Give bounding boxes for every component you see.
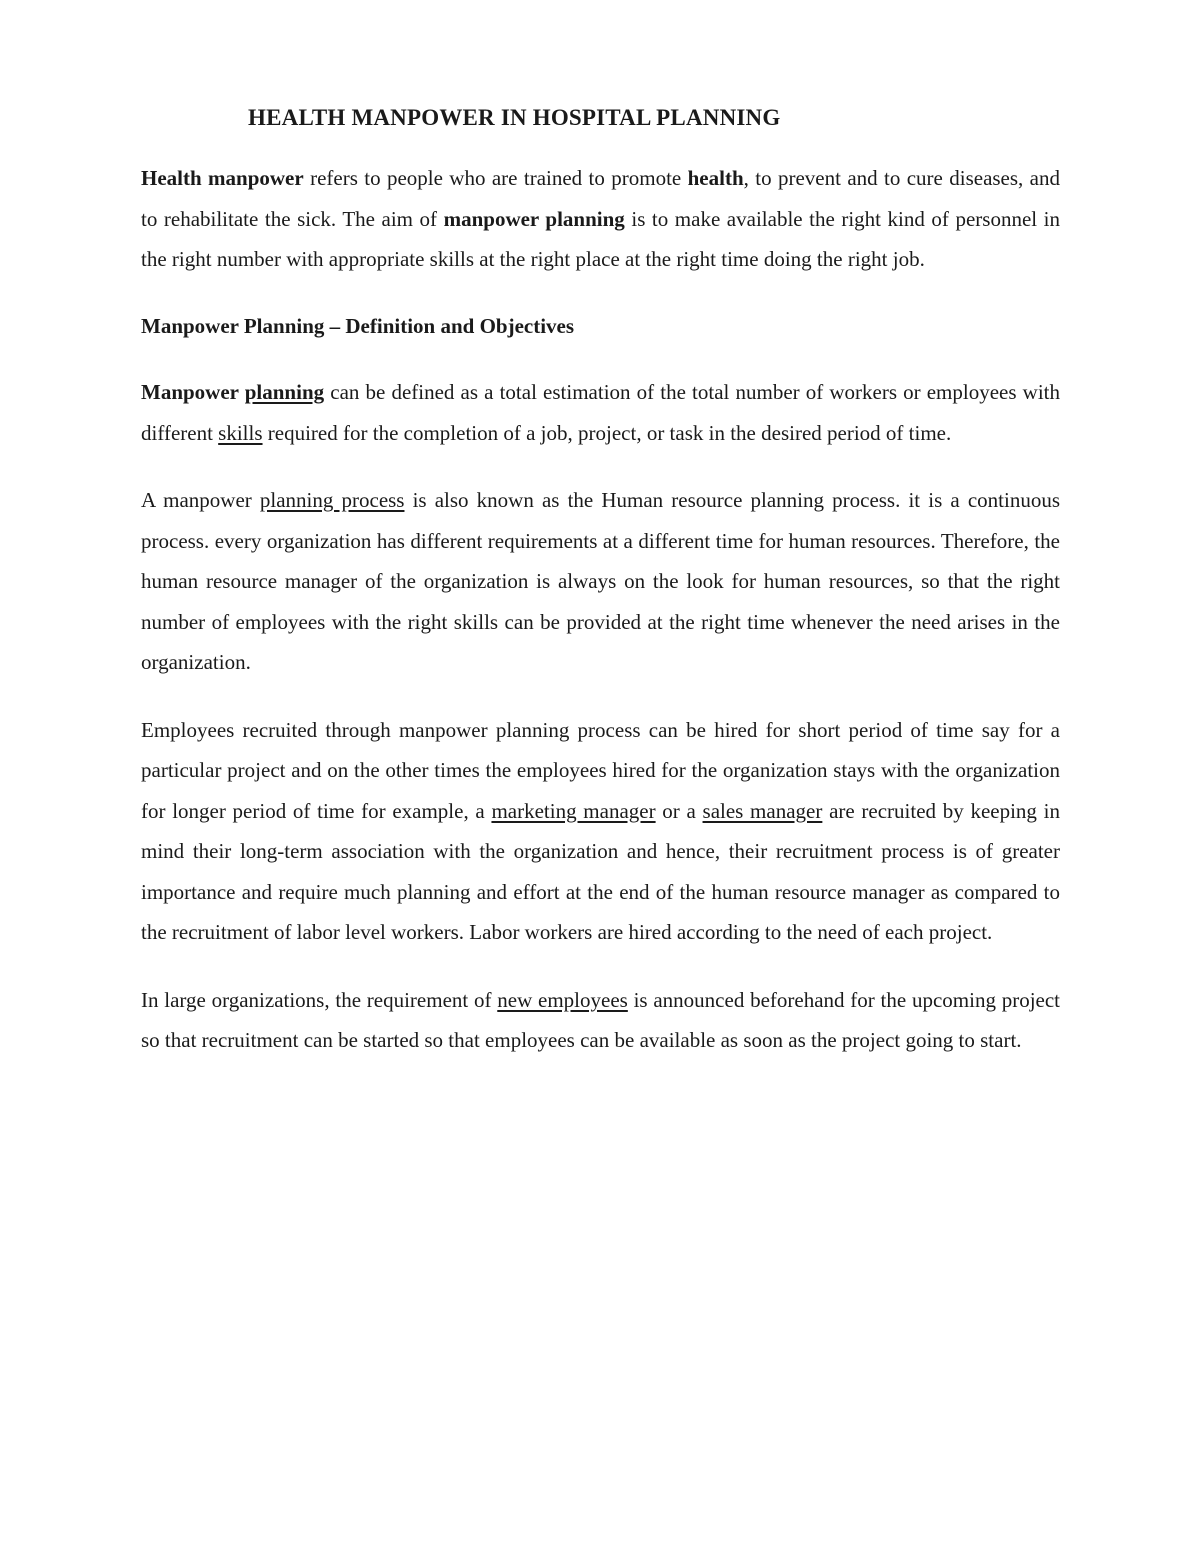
link-text[interactable]: planning	[244, 380, 325, 404]
paragraph-text: A manpower	[141, 488, 260, 512]
paragraph-text: , to prevent and to cure diseases, and to rehabilitate the sick. The aim of	[141, 166, 1061, 231]
paragraph-definition	[141, 372, 1060, 453]
paragraph-health-manpower	[141, 158, 1060, 280]
document-page	[141, 100, 1060, 1061]
paragraph-text: are recruited by keeping in mind their long-term association with the organization and hence, their recruitment process is of greater importance and require much planning and effort at the end of the human resource manager as compared to the recruitment of labor level workers. Labor workers are hired according to the need of each project.	[141, 798, 1060, 944]
link-skills[interactable]: skills	[218, 420, 263, 445]
paragraph-text: refers to people who are trained to promote	[303, 166, 688, 190]
link-sales-manager[interactable]: sales manager	[702, 798, 823, 823]
paragraph-process	[141, 480, 1060, 683]
paragraph-text: required for the completion of a job, project, or task in the desired period of time.	[262, 420, 952, 445]
link-planning-process[interactable]: planning process	[259, 488, 405, 512]
link-marketing-manager[interactable]: marketing manager	[491, 798, 656, 823]
paragraph-text: In large organizations, the requirement of	[141, 987, 498, 1012]
document-title: HEALTH MANPOWER IN HOSPITAL PLANNING	[248, 105, 781, 130]
section-heading: Manpower Planning – Definition and Objectives	[141, 313, 575, 338]
bold-term: manpower planning	[443, 206, 625, 231]
paragraph-text: is announced beforehand for the upcoming project so that recruitment can be started so that employees can be available as soon as the project going to start.	[141, 987, 1061, 1052]
paragraph-text: Employees recruited through manpower planning process can be hired for short period of time say for a particular project and on the other times the employees hired for the organization stays with the organization for longer period of time for example, a	[141, 717, 1060, 823]
paragraph-text: or a	[655, 798, 703, 823]
paragraph-recruitment	[141, 710, 1060, 953]
link-new-employees[interactable]: new employees	[497, 987, 628, 1012]
link-planning[interactable]	[245, 380, 324, 404]
paragraph-text: can be defined as a total estimation of the total number of workers or employees with different	[141, 380, 1060, 445]
paragraph-text: is also known as the Human resource planning process. it is a continuous process. every organization has different requirements at a different time for human resources. Therefore, the human resource manager of the organization is always on the look for human resources, so that the right number of employees with the right skills can be provided at the right time whenever the need arises in the organization.	[141, 488, 1060, 674]
bold-term: health	[687, 166, 744, 190]
bold-term: Manpower	[141, 380, 245, 404]
bold-term: Health manpower	[141, 166, 304, 190]
paragraph-large-organizations	[141, 980, 1060, 1061]
paragraph-text: is to make available the right kind of personnel in the right number with appropriate skills at the right place at the right time doing the right job.	[141, 206, 1060, 271]
